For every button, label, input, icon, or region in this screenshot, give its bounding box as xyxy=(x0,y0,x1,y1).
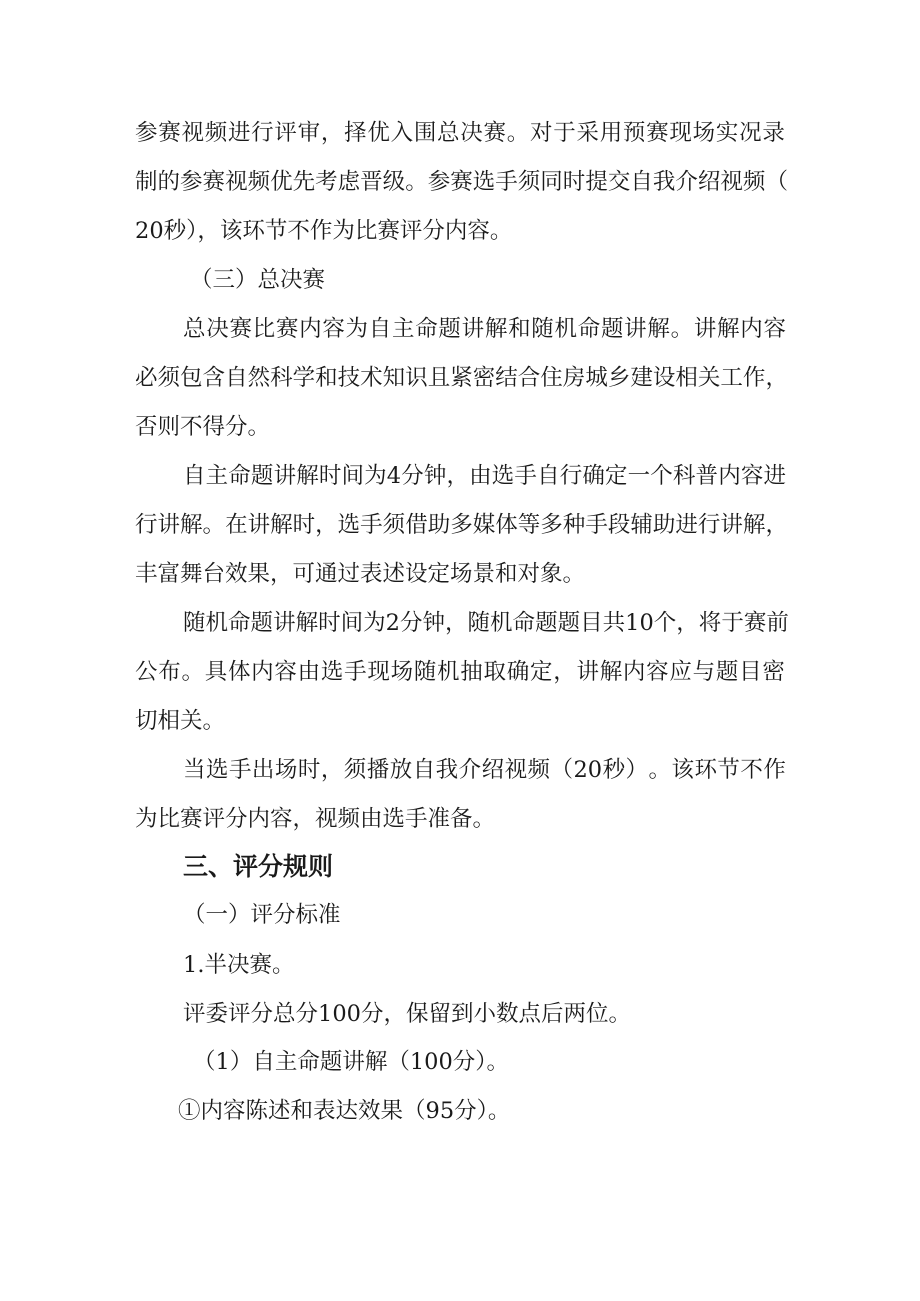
subsection-heading: （三）总决赛 xyxy=(190,267,326,293)
paragraph-line: 20秒），该环节不作为比赛评分内容。 xyxy=(135,218,513,244)
paragraph-line: 自 主 命 题 讲 解 时 间 为 4 分 钟 ， 由 选 手 自 行 确 定 一 个 科 普 内 容 进 xyxy=(183,463,786,489)
paragraph-line: 丰富舞台效果，可通过表述设定场景和对象。 xyxy=(135,561,586,587)
paragraph-line: 公 布 。 具 体 内 容 由 选 手 现 场 随 机 抽 取 确 定 ， 讲 解 内 容 应 与 题 目 密 xyxy=(135,659,785,685)
section-heading: 三、评分规则 xyxy=(183,852,334,881)
paragraph-line: 总 决 赛 比 赛 内 容 为 自 主 命 题 讲 解 和 随 机 命 题 讲 解 。 讲 解 内 容 xyxy=(183,316,786,342)
list-item: （1）自主命题讲解（100分）。 xyxy=(193,1049,510,1075)
paragraph-line: 参 赛 视 频 进 行 评 审 ， 择 优 入 围 总 决 赛 。 对 于 采 用 预 赛 现 场 实 况 录 xyxy=(135,120,785,146)
list-item: ①内容陈述和表达效果（95分）。 xyxy=(178,1098,511,1124)
paragraph-line: 切相关。 xyxy=(135,708,226,734)
paragraph-line: 评委评分总分100分，保留到小数点后两位。 xyxy=(183,1001,631,1027)
paragraph-line: 制 的 参 赛 视 频 优 先 考 虑 晋 级 。 参 赛 选 手 须 同 时 提 交 自 我 介 绍 视 频 （ xyxy=(135,169,788,195)
list-item: 1.半决赛。 xyxy=(183,952,295,978)
paragraph-line: 为比赛评分内容，视频由选手准备。 xyxy=(135,806,496,832)
paragraph-line: 行 讲 解 。 在 讲 解 时 ， 选 手 须 借 助 多 媒 体 等 多 种 手 段 辅 助 进 行 讲 解 ， xyxy=(135,512,788,538)
subsection-heading: （一）评分标准 xyxy=(183,902,341,928)
paragraph-line: 必 须 包 含 自 然 科 学 和 技 术 知 识 且 紧 密 结 合 住 房 城 乡 建 设 相 关 工 作 ， xyxy=(135,365,788,391)
paragraph-line: 随 机 命 题 讲 解 时 间 为 2 分 钟 ， 随 机 命 题 题 目 共 10 个 ， 将 于 赛 前 xyxy=(183,610,789,636)
paragraph-line: 当 选 手 出 场 时 ， 须 播 放 自 我 介 绍 视 频 （ 20 秒 ） 。 该 环 节 不 作 xyxy=(183,757,786,783)
paragraph-line: 否则不得分。 xyxy=(135,414,271,440)
